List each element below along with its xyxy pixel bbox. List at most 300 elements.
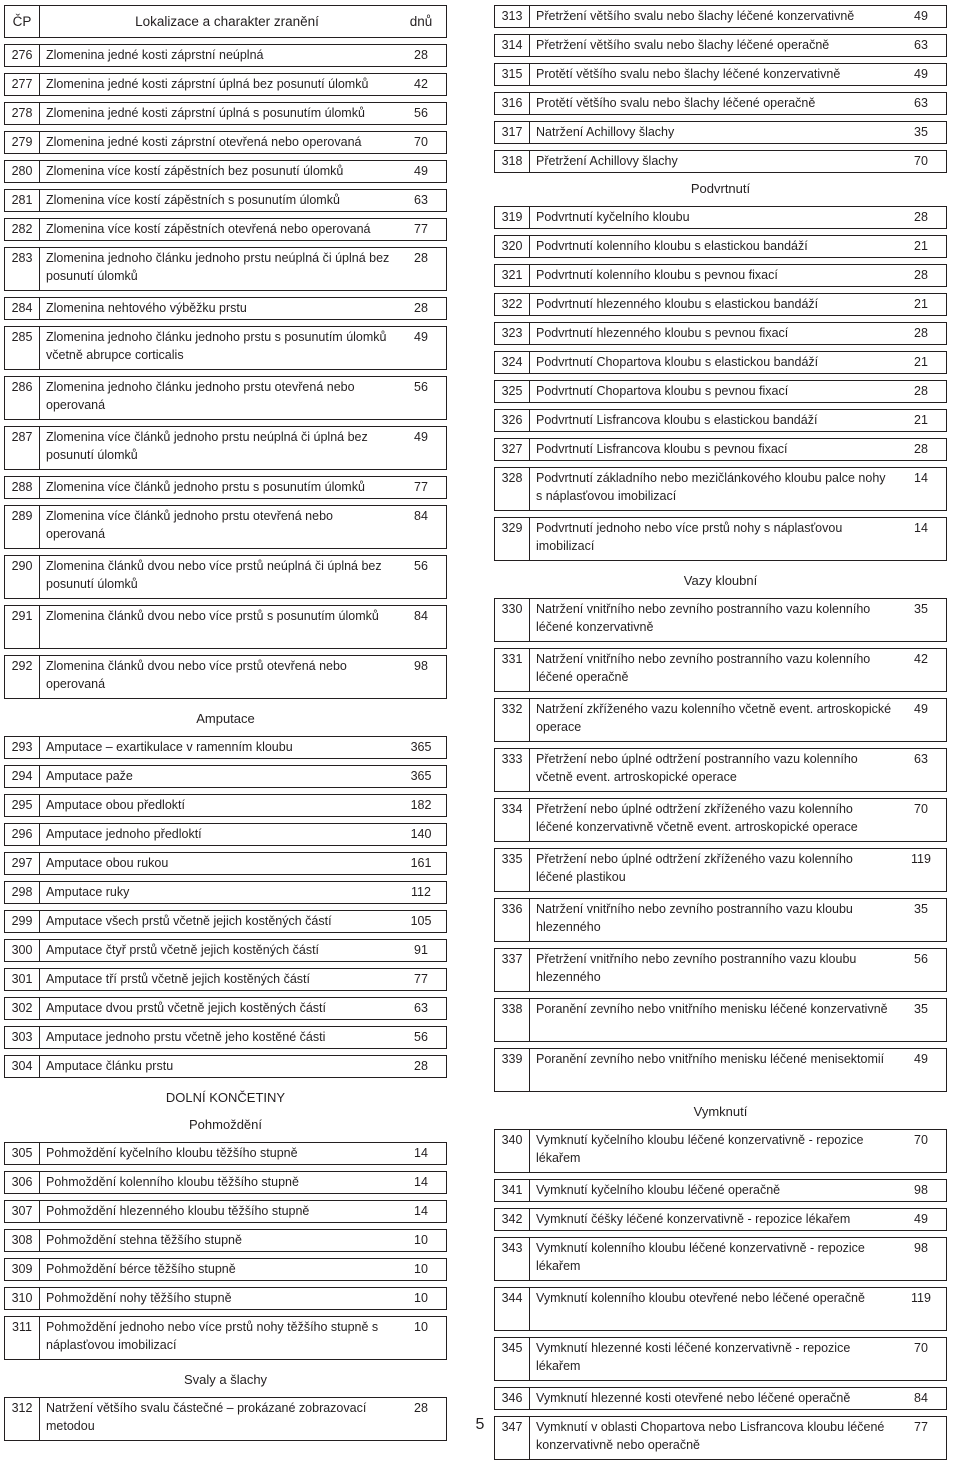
row-spacer	[5, 1310, 447, 1317]
section-heading	[5, 699, 447, 731]
table-row	[495, 122, 947, 144]
row-description: Pohmoždění nohy těžšího stupně	[40, 1288, 397, 1310]
row-number: 331	[495, 649, 530, 692]
row-description: Poranění zevního nebo vnitřního menisku léčené menisektomií	[530, 1049, 897, 1092]
row-days: 365	[396, 737, 447, 759]
row-number: 307	[5, 1201, 40, 1223]
section-title: Amputace	[196, 710, 255, 726]
row-spacer	[5, 846, 447, 853]
row-description: Pohmoždění kolenního kloubu těžšího stupně	[40, 1172, 397, 1194]
table-row	[5, 882, 447, 904]
row-spacer	[495, 942, 947, 949]
row-days: 56	[396, 377, 447, 420]
row-description: Zlomenina více článků jednoho prstu otevřená nebo operovaná	[40, 506, 397, 549]
row-number: 336	[495, 899, 530, 942]
table-row	[5, 824, 447, 846]
row-days: 35	[896, 122, 947, 144]
row-number: 325	[495, 381, 530, 403]
row-days: 56	[396, 1027, 447, 1049]
row-spacer	[5, 470, 447, 477]
row-days: 42	[896, 649, 947, 692]
row-number: 284	[5, 298, 40, 320]
table-row	[5, 103, 447, 125]
row-spacer-cell	[5, 291, 447, 298]
row-spacer	[495, 1173, 947, 1180]
row-number: 295	[5, 795, 40, 817]
row-spacer-cell	[495, 57, 947, 64]
table-row	[5, 1230, 447, 1252]
row-days: 56	[896, 949, 947, 992]
row-description: Zlomenina více článků jednoho prstu neúplná či úplná bez posunutí úlomků	[40, 427, 397, 470]
row-spacer	[495, 403, 947, 410]
row-days: 28	[396, 1056, 447, 1078]
row-spacer-cell	[495, 842, 947, 849]
table-row	[495, 1049, 947, 1092]
row-description: Vymknutí v oblasti Chopartova nebo Lisfrancova kloubu léčené konzervativně nebo operačně	[530, 1417, 897, 1460]
row-spacer-cell	[495, 1231, 947, 1238]
row-number: 328	[495, 468, 530, 511]
row-spacer	[5, 96, 447, 103]
row-spacer	[5, 499, 447, 506]
row-days: 77	[896, 1417, 947, 1460]
row-days: 70	[896, 799, 947, 842]
table-row	[495, 1130, 947, 1173]
section-title: Vazy kloubní	[683, 572, 758, 588]
header-number: ČP	[5, 6, 40, 38]
row-spacer-cell	[495, 1042, 947, 1049]
row-spacer	[495, 316, 947, 323]
row-description: Přetržení většího svalu nebo šlachy léčené operačně	[530, 35, 897, 57]
row-number: 343	[495, 1238, 530, 1281]
row-number: 342	[495, 1209, 530, 1231]
row-spacer-cell	[495, 642, 947, 649]
row-days: 84	[396, 506, 447, 549]
row-spacer-cell	[5, 1020, 447, 1027]
row-description: Amputace dvou prstů včetně jejich kostěných částí	[40, 998, 397, 1020]
row-days: 70	[896, 1130, 947, 1173]
row-description: Zlomenina nehtového výběžku prstu	[40, 298, 397, 320]
table-row	[5, 477, 447, 499]
left-column	[4, 5, 447, 1441]
row-days: 28	[896, 323, 947, 345]
row-spacer-cell	[5, 962, 447, 969]
row-spacer-cell	[5, 470, 447, 477]
row-days: 28	[396, 298, 447, 320]
row-description: Zlomenina jedné kosti záprstní úplná bez posunutí úlomků	[40, 74, 397, 96]
table-row	[495, 410, 947, 432]
table-row	[495, 35, 947, 57]
row-spacer	[5, 370, 447, 377]
row-spacer	[5, 38, 447, 45]
row-number: 316	[495, 93, 530, 115]
row-days: 63	[896, 749, 947, 792]
row-days: 49	[396, 161, 447, 183]
table-row	[5, 132, 447, 154]
row-description: Zlomenina více kostí zápěstních bez posunutí úlomků	[40, 161, 397, 183]
row-days: 28	[396, 45, 447, 67]
row-spacer-cell	[495, 403, 947, 410]
row-number: 315	[495, 64, 530, 86]
table-row	[495, 439, 947, 461]
row-description: Vymknutí hlezenné kosti léčené konzervativně - repozice lékařem	[530, 1338, 897, 1381]
row-description: Vymknutí kyčelního kloubu léčené operačně	[530, 1180, 897, 1202]
table-row	[5, 795, 447, 817]
row-days: 63	[396, 998, 447, 1020]
table-row	[5, 998, 447, 1020]
table-row	[5, 427, 447, 470]
row-number: 340	[495, 1130, 530, 1173]
table-row	[5, 656, 447, 699]
table-row	[495, 151, 947, 173]
row-number: 300	[5, 940, 40, 962]
row-spacer	[5, 1020, 447, 1027]
row-days: 49	[896, 64, 947, 86]
row-days: 35	[896, 899, 947, 942]
row-days: 10	[396, 1317, 447, 1360]
row-spacer	[5, 212, 447, 219]
row-days: 77	[396, 219, 447, 241]
row-description: Amputace článku prstu	[40, 1056, 397, 1078]
row-days: 84	[896, 1388, 947, 1410]
table-row	[495, 1180, 947, 1202]
row-number: 338	[495, 999, 530, 1042]
row-number: 347	[495, 1417, 530, 1460]
row-description: Podvrtnutí základního nebo mezičlánkového kloubu palce nohy s náplasťovou imobilizací	[530, 468, 897, 511]
row-number: 335	[495, 849, 530, 892]
table-row	[5, 45, 447, 67]
row-description: Protětí většího svalu nebo šlachy léčené operačně	[530, 93, 897, 115]
row-description: Podvrtnutí kolenního kloubu s pevnou fixací	[530, 265, 897, 287]
row-spacer	[495, 144, 947, 151]
row-spacer	[495, 287, 947, 294]
row-days: 10	[396, 1230, 447, 1252]
row-number: 305	[5, 1143, 40, 1165]
right-column	[494, 5, 947, 1460]
section-title: Svaly a šlachy	[183, 1371, 268, 1387]
row-spacer-cell	[5, 1310, 447, 1317]
table-row	[5, 766, 447, 788]
row-spacer	[495, 28, 947, 35]
row-days: 98	[896, 1180, 947, 1202]
row-description: Zlomenina jedné kosti záprstní úplná s posunutím úlomků	[40, 103, 397, 125]
row-spacer-cell	[495, 1202, 947, 1209]
row-spacer	[5, 817, 447, 824]
table-row	[5, 737, 447, 759]
row-spacer-cell	[495, 374, 947, 381]
row-number: 298	[5, 882, 40, 904]
row-spacer-cell	[5, 846, 447, 853]
row-number: 309	[5, 1259, 40, 1281]
row-spacer	[495, 842, 947, 849]
row-description: Vymknutí kolenního kloubu otevřené nebo léčené operačně	[530, 1288, 897, 1331]
row-spacer-cell	[495, 258, 947, 265]
row-days: 70	[396, 132, 447, 154]
row-description: Podvrtnutí Chopartova kloubu s elastickou bandáží	[530, 352, 897, 374]
row-spacer-cell	[495, 792, 947, 799]
row-spacer-cell	[5, 67, 447, 74]
row-spacer-cell	[5, 96, 447, 103]
row-number: 329	[495, 518, 530, 561]
table-row	[495, 849, 947, 892]
row-spacer-cell	[5, 183, 447, 190]
header-description: Lokalizace a charakter zranění	[40, 6, 397, 38]
table-row	[5, 606, 447, 649]
table-row	[495, 64, 947, 86]
row-spacer	[495, 57, 947, 64]
table-row	[5, 327, 447, 370]
row-spacer-cell	[5, 1281, 447, 1288]
section-title: Podvrtnutí	[690, 180, 751, 196]
row-description: Zlomenina článků dvou nebo více prstů s posunutím úlomků	[40, 606, 397, 649]
row-spacer	[495, 792, 947, 799]
row-days: 98	[396, 656, 447, 699]
row-spacer	[5, 1252, 447, 1259]
row-number: 317	[495, 122, 530, 144]
row-days: 49	[896, 1209, 947, 1231]
row-spacer-cell	[5, 1165, 447, 1172]
row-spacer	[5, 1223, 447, 1230]
row-description: Natržení většího svalu částečné – prokázané zobrazovací metodou	[40, 1398, 397, 1441]
row-number: 330	[495, 599, 530, 642]
table-row	[5, 1027, 447, 1049]
row-number: 332	[495, 699, 530, 742]
row-spacer	[5, 933, 447, 940]
row-description: Vymknutí kyčelního kloubu léčené konzervativně - repozice lékařem	[530, 1130, 897, 1173]
row-spacer-cell	[495, 316, 947, 323]
row-spacer-cell	[495, 115, 947, 122]
row-number: 288	[5, 477, 40, 499]
row-number: 308	[5, 1230, 40, 1252]
row-spacer	[495, 642, 947, 649]
row-description: Podvrtnutí kolenního kloubu s elastickou bandáží	[530, 236, 897, 258]
row-days: 28	[396, 1398, 447, 1441]
table-row	[495, 1209, 947, 1231]
table-row	[495, 649, 947, 692]
row-spacer-cell	[495, 942, 947, 949]
table-row	[5, 190, 447, 212]
row-spacer-cell	[5, 817, 447, 824]
row-spacer	[5, 875, 447, 882]
row-description: Poranění zevního nebo vnitřního menisku léčené konzervativně	[530, 999, 897, 1042]
row-description: Přetržení Achillovy šlachy	[530, 151, 897, 173]
row-number: 280	[5, 161, 40, 183]
row-spacer	[5, 991, 447, 998]
row-days: 28	[896, 265, 947, 287]
row-spacer	[5, 1281, 447, 1288]
row-number: 326	[495, 410, 530, 432]
row-spacer-cell	[495, 1173, 947, 1180]
section-title: Vymknutí	[693, 1103, 748, 1119]
row-number: 324	[495, 352, 530, 374]
row-description: Zlomenina jednoho článku jednoho prstu neúplná či úplná bez posunutí úlomků	[40, 248, 397, 291]
row-spacer	[495, 742, 947, 749]
table-row	[5, 1288, 447, 1310]
table-row	[495, 294, 947, 316]
row-spacer-cell	[495, 1381, 947, 1388]
table-row	[5, 219, 447, 241]
table-row	[495, 236, 947, 258]
section-heading	[495, 561, 947, 593]
table-row	[5, 940, 447, 962]
row-spacer	[495, 1281, 947, 1288]
row-number: 290	[5, 556, 40, 599]
table-row	[5, 377, 447, 420]
section-title: Pohmoždění	[189, 1116, 262, 1132]
table-row	[495, 518, 947, 561]
table-row	[5, 911, 447, 933]
row-days: 98	[896, 1238, 947, 1281]
section-heading	[5, 1109, 447, 1136]
row-days: 77	[396, 969, 447, 991]
row-days: 182	[396, 795, 447, 817]
row-description: Zlomenina více kostí zápěstních otevřená nebo operovaná	[40, 219, 397, 241]
row-description: Přetržení vnitřního nebo zevního postranního vazu kloubu hlezenného	[530, 949, 897, 992]
row-number: 345	[495, 1338, 530, 1381]
row-spacer	[5, 904, 447, 911]
row-number: 283	[5, 248, 40, 291]
row-spacer-cell	[5, 154, 447, 161]
row-spacer-cell	[5, 1049, 447, 1056]
section-heading	[495, 173, 947, 201]
row-days: 112	[396, 882, 447, 904]
row-spacer-cell	[5, 788, 447, 795]
table-row	[5, 506, 447, 549]
row-spacer-cell	[5, 1252, 447, 1259]
row-number: 286	[5, 377, 40, 420]
table-row	[5, 1317, 447, 1360]
row-number: 323	[495, 323, 530, 345]
row-number: 277	[5, 74, 40, 96]
row-description: Amputace – exartikulace v ramenním kloubu	[40, 737, 397, 759]
row-spacer	[495, 1231, 947, 1238]
table-row	[5, 248, 447, 291]
row-number: 333	[495, 749, 530, 792]
row-days: 161	[396, 853, 447, 875]
row-spacer	[5, 649, 447, 656]
row-description: Přetržení nebo úplné odtržení zkříženého vazu kolenního léčené konzervativně včetně event. artroskopické operace	[530, 799, 897, 842]
row-spacer	[5, 549, 447, 556]
row-description: Zlomenina jednoho článku jednoho prstu otevřená nebo operovaná	[40, 377, 397, 420]
row-description: Vymknutí hlezenné kosti otevřené nebo léčené operačně	[530, 1388, 897, 1410]
table-row	[5, 853, 447, 875]
row-spacer	[5, 67, 447, 74]
row-description: Amputace obou rukou	[40, 853, 397, 875]
row-number: 341	[495, 1180, 530, 1202]
row-days: 21	[896, 294, 947, 316]
row-spacer-cell	[5, 933, 447, 940]
row-days: 77	[396, 477, 447, 499]
table-row	[495, 599, 947, 642]
table-row	[495, 381, 947, 403]
row-spacer-cell	[5, 212, 447, 219]
row-spacer-cell	[495, 1281, 947, 1288]
row-spacer	[5, 788, 447, 795]
row-description: Pohmoždění hlezenného kloubu těžšího stupně	[40, 1201, 397, 1223]
table-row	[5, 1259, 447, 1281]
row-spacer-cell	[495, 1331, 947, 1338]
row-spacer-cell	[5, 549, 447, 556]
row-days: 49	[396, 327, 447, 370]
row-spacer-cell	[495, 28, 947, 35]
row-description: Vymknutí čéšky léčené konzervativně - repozice lékařem	[530, 1209, 897, 1231]
row-description: Přetržení většího svalu nebo šlachy léčené konzervativně	[530, 6, 897, 28]
table-row	[5, 1172, 447, 1194]
row-number: 297	[5, 853, 40, 875]
row-spacer-cell	[5, 420, 447, 427]
row-description: Zlomenina článků dvou nebo více prstů otevřená nebo operovaná	[40, 656, 397, 699]
row-description: Podvrtnutí kyčelního kloubu	[530, 207, 897, 229]
table-row	[495, 1388, 947, 1410]
table-row	[495, 93, 947, 115]
row-days: 70	[896, 1338, 947, 1381]
row-days: 119	[896, 849, 947, 892]
row-days: 49	[396, 427, 447, 470]
row-description: Podvrtnutí jednoho nebo více prstů nohy s náplasťovou imobilizací	[530, 518, 897, 561]
row-number: 318	[495, 151, 530, 173]
row-spacer	[5, 1194, 447, 1201]
row-description: Podvrtnutí Lisfrancova kloubu s pevnou fixací	[530, 439, 897, 461]
row-days: 21	[896, 236, 947, 258]
row-description: Podvrtnutí Chopartova kloubu s pevnou fixací	[530, 381, 897, 403]
row-number: 291	[5, 606, 40, 649]
row-number: 334	[495, 799, 530, 842]
row-description: Amputace všech prstů včetně jejich kostěných částí	[40, 911, 397, 933]
row-spacer	[5, 759, 447, 766]
row-number: 321	[495, 265, 530, 287]
row-number: 292	[5, 656, 40, 699]
row-spacer	[5, 320, 447, 327]
row-days: 365	[396, 766, 447, 788]
table-row	[495, 265, 947, 287]
row-number: 320	[495, 236, 530, 258]
row-days: 35	[896, 999, 947, 1042]
row-days: 49	[896, 6, 947, 28]
row-number: 313	[495, 6, 530, 28]
row-description: Pohmoždění jednoho nebo více prstů nohy těžšího stupně s náplasťovou imobilizací	[40, 1317, 397, 1360]
row-spacer	[5, 291, 447, 298]
row-description: Natržení Achillovy šlachy	[530, 122, 897, 144]
row-spacer-cell	[5, 875, 447, 882]
row-days: 63	[896, 93, 947, 115]
row-number: 306	[5, 1172, 40, 1194]
row-days: 140	[396, 824, 447, 846]
row-spacer	[495, 1042, 947, 1049]
row-spacer-cell	[5, 499, 447, 506]
row-days: 84	[396, 606, 447, 649]
row-description: Pohmoždění kyčelního kloubu těžšího stupně	[40, 1143, 397, 1165]
row-number: 319	[495, 207, 530, 229]
row-spacer	[5, 962, 447, 969]
row-description: Podvrtnutí Lisfrancova kloubu s elastickou bandáží	[530, 410, 897, 432]
row-spacer	[495, 992, 947, 999]
row-spacer	[495, 258, 947, 265]
row-spacer-cell	[5, 38, 447, 45]
row-spacer-cell	[495, 432, 947, 439]
table-row	[495, 899, 947, 942]
row-spacer-cell	[5, 370, 447, 377]
table-row	[495, 799, 947, 842]
row-number: 287	[5, 427, 40, 470]
row-days: 42	[396, 74, 447, 96]
row-spacer	[5, 420, 447, 427]
table-row	[5, 1143, 447, 1165]
row-days: 28	[896, 207, 947, 229]
table-row	[495, 1338, 947, 1381]
table-row	[495, 207, 947, 229]
row-spacer-cell	[5, 991, 447, 998]
row-days: 28	[396, 248, 447, 291]
table-row	[495, 1238, 947, 1281]
